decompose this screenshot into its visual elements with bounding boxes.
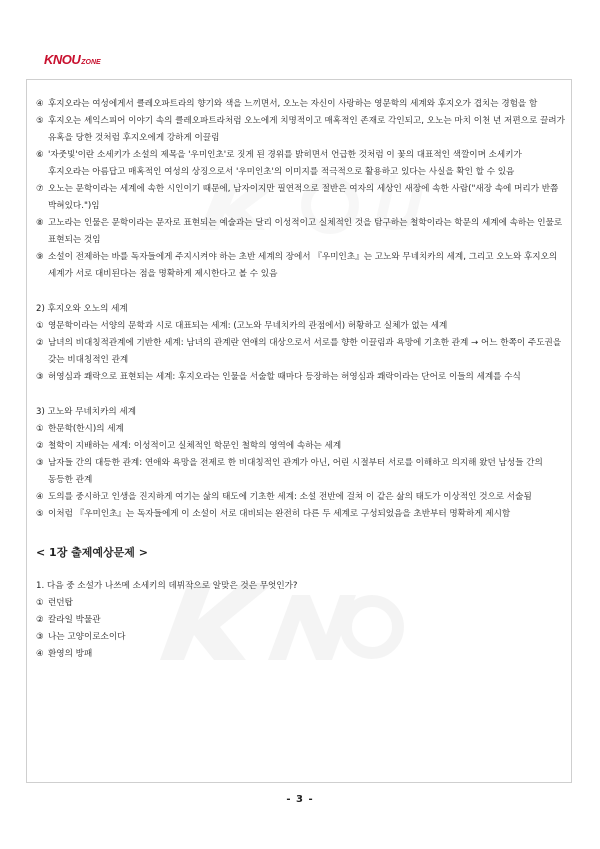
section-2-title: 2) 후지오와 오노의 세계 — [36, 304, 128, 314]
section-3-title: 3) 고노와 무네치카의 세계 — [36, 407, 137, 417]
section-2-list — [36, 318, 566, 386]
block-1 — [36, 96, 566, 283]
list-item: ⑤ 이처럼 『우미인초』는 독자들에게 이 소설이 서로 대비되는 완전히 다른 두 세계로 구성되었음을 초반부터 명확하게 제시함 — [36, 509, 511, 519]
list-item: ⑧ 고노라는 인물은 문학이라는 문자로 표현되는 예술과는 달리 이성적이고 실체적인 것을 탐구하는 철학이라는 학문의 세계에 속하는 인물로 표현되는 것임 — [36, 218, 563, 245]
page-content — [36, 96, 566, 663]
option-item: ② 칼라일 박물관 — [36, 615, 101, 625]
list-item: ⑥ '자줏빛'이란 소세키가 소설의 제목을 '우미인초'로 짓게 된 경위를 밝히면서 언급한 것처럼 이 꽃의 대표적인 색깔이며 소세키가 후지오라는 아름답고 매혹적인 여성의 상징으로서 '우미인초'의 이미지를 적극적으로 활용하고 있다는 사실을 확인 할 수 있음 — [36, 150, 522, 177]
list-item: ④ 도의를 중시하고 인생을 진지하게 여기는 삶의 태도에 기초한 세계: 소설 전반에 걸쳐 이 같은 삶의 태도가 이상적인 것으로 서술됨 — [36, 492, 532, 502]
logo-sub-text: ZONE — [81, 59, 101, 66]
list-item: ① 영문학이라는 서양의 문학과 시로 대표되는 세계: (고노와 무네치카의 관점에서) 허황하고 실체가 없는 세계 — [36, 321, 448, 331]
list-item: ⑦ 오노는 문학이라는 세계에 속한 시인이기 때문에, 남자이지만 필연적으로 절반은 여자의 세상인 새장에 속한 사람("새장 속에 머리가 반쯤 박혀있다.")임 — [36, 184, 559, 211]
list-item: ③ 허영심과 쾌락으로 표현되는 세계: 후지오라는 인물을 서술할 때마다 등장하는 허영심과 쾌락이라는 단어로 이들의 세계를 수식 — [36, 372, 521, 382]
page-number: - 3 - — [286, 794, 314, 805]
question-options — [36, 595, 566, 663]
knouzone-logo — [44, 52, 101, 66]
option-item: ① 런던탑 — [36, 598, 73, 608]
list-item: ③ 남자들 간의 대등한 관계: 연애와 욕망을 전제로 한 비대칭적인 관계가 아닌, 어린 시절부터 서로를 이해하고 의지해 왔던 남성들 간의 동등한 관계 — [36, 458, 543, 485]
list-item: ④ 후지오라는 여성에게서 클레오파트라의 향기와 색을 느끼면서, 오노는 자신이 사랑하는 영문학의 세계와 후지오가 겹치는 경험을 함 — [36, 99, 538, 109]
list-item: ② 남녀의 비대칭적관계에 기반한 세계: 남녀의 관계란 연애의 대상으로서 서로를 향한 이끌림과 욕망에 기초한 관계 → 어느 한쪽이 주도권을 갖는 비대칭적인 관계 — [36, 338, 562, 365]
list-item: ⑤ 후지오는 셰익스피어 이야기 속의 클레오파트라처럼 오노에게 치명적이고 매혹적인 존재로 각인되고, 오노는 마치 이천 년 저편으로 끌려가 유혹을 당한 것처럼 후지오에게 강하게 이끌림 — [36, 116, 565, 143]
chapter-heading: < 1장 출제예상문제 > — [36, 546, 148, 559]
list-item: ② 철학이 지배하는 세계: 이성적이고 실체적인 학문인 철학의 영역에 속하는 세계 — [36, 441, 342, 451]
option-item: ④ 환영의 방패 — [36, 649, 93, 659]
question-stem: 1. 다음 중 소설가 나쓰메 소세키의 데뷔작으로 알맞은 것은 무엇인가? — [36, 581, 298, 591]
list-item: ① 한문학(한시)의 세계 — [36, 424, 124, 434]
logo-main-text: KNOU — [44, 52, 81, 67]
list-item: ⑨ 소설이 전제하는 바를 독자들에게 주지시켜야 하는 초반 세계의 장에서 『우미인초』는 고노와 무네치카의 세계, 그리고 오노와 후지오의 세계가 서로 대비된다는 점을 명확하게 제시한다고 볼 수 있음 — [36, 252, 558, 279]
section-3-list — [36, 421, 566, 523]
option-item: ③ 나는 고양이로소이다 — [36, 632, 126, 642]
